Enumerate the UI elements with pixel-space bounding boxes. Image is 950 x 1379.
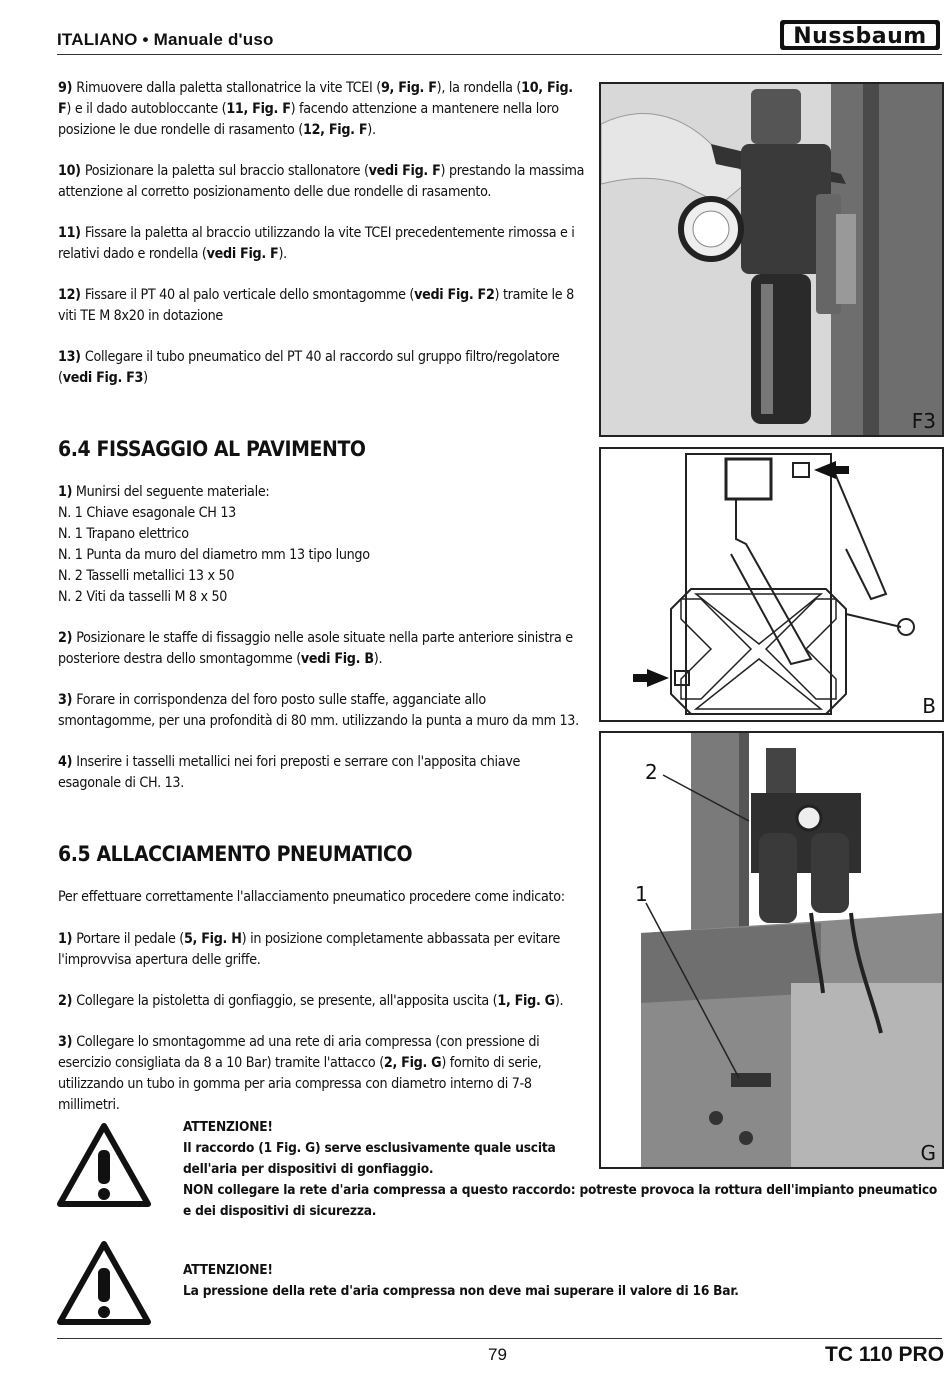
step-number: 1) [58,931,77,947]
figure-label: F3 [911,409,936,433]
warning-line: ATTENZIONE! [183,1119,273,1135]
steps-list-6-4 [58,628,586,794]
step-paragraph: 1) Portare il pedale (5, Fig. H) in posizione completamente abbassata per evitare l'improvvisa apertura delle griffe. [58,931,561,968]
header-rule [57,54,942,55]
header-title: ITALIANO • Manuale d'uso [57,30,274,49]
step-paragraph: 12) Fissare il PT 40 al palo verticale dello smontagomme (vedi Fig. F2) tramite le 8 viti TE M 8x20 in dotazione [58,287,574,324]
footer-rule [57,1338,942,1339]
step-paragraph: 11) Fissare la paletta al braccio utilizzando la vite TCEI precedentemente rimossa e i relativi dado e rondella (vedi Fig. F). [58,225,575,262]
callout-2: 2 [645,760,658,784]
material-item: N. 1 Chiave esagonale CH 13 [58,505,236,521]
figure-b [599,447,944,722]
warning-triangle-icon [56,1240,152,1326]
pneumatic-connection-photo [601,733,942,1167]
nussbaum-logo [780,18,940,52]
step-paragraph: 3) Collegare lo smontagomme ad una rete di aria compressa (con pressione di esercizio consigliata da 8 a 10 Bar) tramite l'attacco (2, Fig. G) fornito di serie, utilizzando un tubo in gomma per aria compressa con diametro interno di 7-8 millimetri. [58,1034,542,1113]
step-number: 9) [58,80,77,96]
warning-line: dell'aria per dispositivi di gonfiaggio. [183,1161,434,1177]
step-paragraph: 9) Rimuovere dalla paletta stallonatrice la vite TCEI (9, Fig. F), la rondella (10, Fig. F) e il dado autobloccante (11, Fig. F) facendo attenzione a mantenere nella loro posizione le due rondelle di rasamento (12, Fig. F). [58,80,573,138]
warning-triangle-icon [56,1122,152,1208]
callout-1: 1 [635,882,648,906]
step-paragraph: 10) Posizionare la paletta sul braccio stallonatore (vedi Fig. F) prestando la massima attenzione al corretto posizionamento delle due rondelle di rasamento. [58,163,585,200]
floor-mounting-diagram [601,449,942,720]
materials-list [58,503,586,608]
intro-text: Per effettuare correttamente l'allacciamento pneumatico procedere come indicato: [58,889,565,905]
step-paragraph: 3) Forare in corrispondenza del foro posto sulle staffe, agganciate allo smontagomme, per una profondità di 80 mm. utilizzando la punta a muro da mm 13. [58,692,579,729]
step-number: 10) [58,163,85,179]
step-text: Munirsi del seguente materiale: [75,484,270,500]
figure-g [599,731,944,1169]
warning-text-2 [183,1260,739,1302]
material-item: N. 2 Viti da tasselli M 8 x 50 [58,589,228,605]
figure-label: G [920,1141,936,1165]
model-name: TC 110 PRO [825,1343,945,1366]
material-item: N. 2 Tasselli metallici 13 x 50 [58,568,235,584]
materials-block [58,482,586,608]
step-number: 13) [58,349,85,365]
step-number: 3) [58,692,77,708]
material-item: N. 1 Trapano elettrico [58,526,189,542]
step-paragraph: 13) Collegare il tubo pneumatico del PT 40 al raccordo sul gruppo filtro/regolatore (vedi Fig. F3) [58,349,560,386]
warning-line: ATTENZIONE! [183,1262,273,1278]
step-number: 4) [58,754,77,770]
figure-f3 [599,82,944,437]
steps-list-6-5 [58,929,586,1116]
step-paragraph: 4) Inserire i tasselli metallici nei fori preposti e serrare con l'apposita chiave esagonale di CH. 13. [58,754,521,791]
step-number: 3) [58,1034,77,1050]
step-number: 1) [58,484,73,500]
section-intro [58,887,586,908]
section-title-6-4: 6.4 FISSAGGIO AL PAVIMENTO [58,437,366,461]
material-item: N. 1 Punta da muro del diametro mm 13 tipo lungo [58,547,370,563]
page-number: 79 [488,1345,507,1364]
steps-list-top [58,78,586,389]
figure-label: B [922,694,936,718]
warning-line: Il raccordo (1 Fig. G) serve esclusivamente quale uscita [183,1140,556,1156]
step-number: 2) [58,630,77,646]
warning-line: e dei dispositivi di sicurezza. [183,1203,377,1219]
step-paragraph: 2) Posizionare le staffe di fissaggio nelle asole situate nella parte anteriore sinistra e posteriore destra dello smontagomme (vedi Fig. B). [58,630,573,667]
warning-line: NON collegare la rete d'aria compressa a questo raccordo: potreste provoca la rottura dell'impianto pneumatico [183,1182,938,1198]
step-number: 11) [58,225,85,241]
filter-regulator-photo [601,84,942,435]
step-number: 2) [58,993,77,1009]
step-paragraph: 2) Collegare la pistoletta di gonfiaggio, se presente, all'apposita uscita (1, Fig. G). [58,993,564,1009]
step-number: 12) [58,287,85,303]
warning-line: La pressione della rete d'aria compressa non deve mai superare il valore di 16 Bar. [183,1283,739,1299]
svg-text:Nussbaum: Nussbaum [793,24,927,49]
section-title-6-5: 6.5 ALLACCIAMENTO PNEUMATICO [58,842,413,866]
